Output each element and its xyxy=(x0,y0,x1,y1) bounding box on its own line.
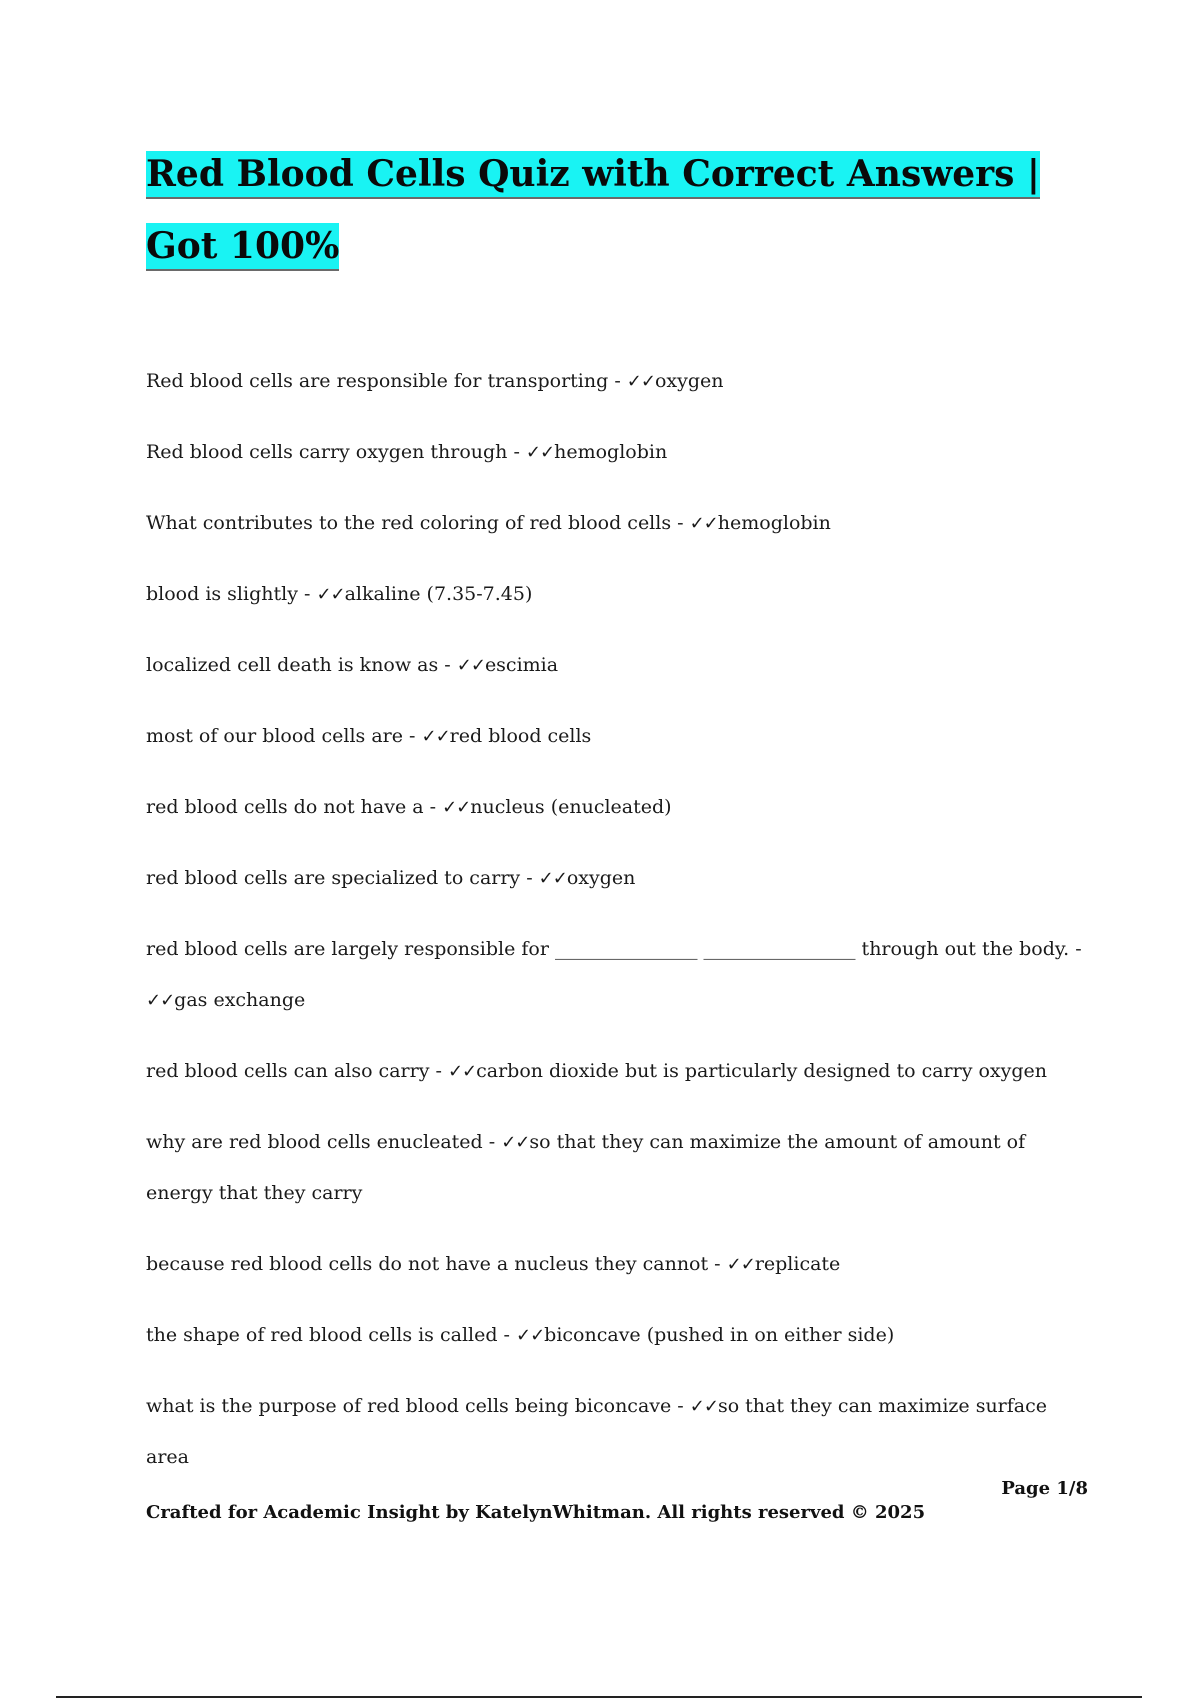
page-number: Page 1/8 xyxy=(1001,1478,1088,1499)
separator: - xyxy=(608,370,627,392)
answer-text: so that they can maximize the amount of amount of energy that they carry xyxy=(146,1131,1026,1204)
qa-item xyxy=(146,1381,1091,1483)
separator: - xyxy=(497,1324,516,1346)
qa-item xyxy=(146,640,1091,691)
answer-text: alkaline (7.35-7.45) xyxy=(344,583,533,605)
check-icon: ✓✓ xyxy=(726,1254,755,1275)
qa-item xyxy=(146,853,1091,904)
question-text: red blood cells can also carry xyxy=(146,1060,430,1082)
answer-text: replicate xyxy=(754,1253,841,1275)
check-icon: ✓✓ xyxy=(456,655,485,676)
answer-text: red blood cells xyxy=(449,725,592,747)
answer-text: oxygen xyxy=(566,867,636,889)
answer-text: carbon dioxide but is particularly designed to carry oxygen xyxy=(476,1060,1048,1082)
page-divider xyxy=(56,1696,1142,1698)
question-text: Red blood cells are responsible for transporting xyxy=(146,370,609,392)
document-title xyxy=(146,138,1086,282)
qa-item xyxy=(146,1117,1091,1219)
separator: - xyxy=(482,1131,502,1153)
answer-text: hemoglobin xyxy=(554,441,668,463)
qa-item xyxy=(146,498,1091,549)
check-icon: ✓✓ xyxy=(689,1396,718,1417)
separator: - xyxy=(297,583,317,605)
separator: - xyxy=(438,654,457,676)
question-text: the shape of red blood cells is called xyxy=(146,1324,498,1346)
separator: - xyxy=(423,796,443,818)
qa-item xyxy=(146,427,1091,478)
qa-item xyxy=(146,1046,1091,1097)
qa-item xyxy=(146,924,1091,1026)
separator: - xyxy=(671,512,690,534)
answer-text: escimia xyxy=(484,654,559,676)
check-icon: ✓✓ xyxy=(501,1132,530,1153)
separator: - xyxy=(671,1395,690,1417)
check-icon: ✓✓ xyxy=(421,726,450,747)
check-icon: ✓✓ xyxy=(146,990,175,1011)
qa-item xyxy=(146,711,1091,762)
answer-text: biconcave (pushed in on either side) xyxy=(544,1324,895,1346)
check-icon: ✓✓ xyxy=(516,1325,545,1346)
check-icon: ✓✓ xyxy=(442,797,471,818)
question-text: Red blood cells carry oxygen through xyxy=(146,441,508,463)
answer-text: hemoglobin xyxy=(717,512,831,534)
check-icon: ✓✓ xyxy=(316,584,345,605)
question-text: What contributes to the red coloring of red blood cells xyxy=(146,512,672,534)
check-icon: ✓✓ xyxy=(525,442,555,463)
question-text: most of our blood cells are xyxy=(146,725,403,747)
question-text: red blood cells are specialized to carry xyxy=(146,867,521,889)
separator: - xyxy=(429,1060,448,1082)
answer-text: oxygen xyxy=(654,370,724,392)
question-text: blood is slightly xyxy=(146,583,298,605)
qa-item xyxy=(146,1239,1091,1290)
question-text: because red blood cells do not have a nucleus they cannot xyxy=(146,1253,709,1275)
answer-text: gas exchange xyxy=(174,989,306,1011)
check-icon: ✓✓ xyxy=(538,868,567,889)
question-text: red blood cells do not have a xyxy=(146,796,424,818)
question-answer-list xyxy=(146,356,1091,1503)
separator: - xyxy=(1069,938,1082,960)
separator: - xyxy=(403,725,422,747)
check-icon: ✓✓ xyxy=(447,1061,477,1082)
question-text: what is the purpose of red blood cells being biconcave xyxy=(146,1395,672,1417)
footer-credit: Crafted for Academic Insight by KatelynWhitman. All rights reserved © 2025 xyxy=(146,1502,926,1523)
separator: - xyxy=(520,867,539,889)
separator: - xyxy=(708,1253,727,1275)
qa-item xyxy=(146,356,1091,407)
question-text: localized cell death is know as xyxy=(146,654,439,676)
title-highlight: Red Blood Cells Quiz with Correct Answers | Got 100% xyxy=(146,151,1040,271)
qa-item xyxy=(146,782,1091,833)
question-text: why are red blood cells enucleated xyxy=(146,1131,483,1153)
qa-item xyxy=(146,1310,1091,1361)
answer-text: so that they can maximize surface area xyxy=(146,1395,1048,1468)
check-icon: ✓✓ xyxy=(689,513,718,534)
question-text: red blood cells are largely responsible for _______________ ________________ through out the body. xyxy=(146,938,1070,960)
check-icon: ✓✓ xyxy=(626,371,655,392)
answer-text: nucleus (enucleated) xyxy=(470,796,672,818)
qa-item xyxy=(146,569,1091,620)
separator: - xyxy=(507,441,526,463)
